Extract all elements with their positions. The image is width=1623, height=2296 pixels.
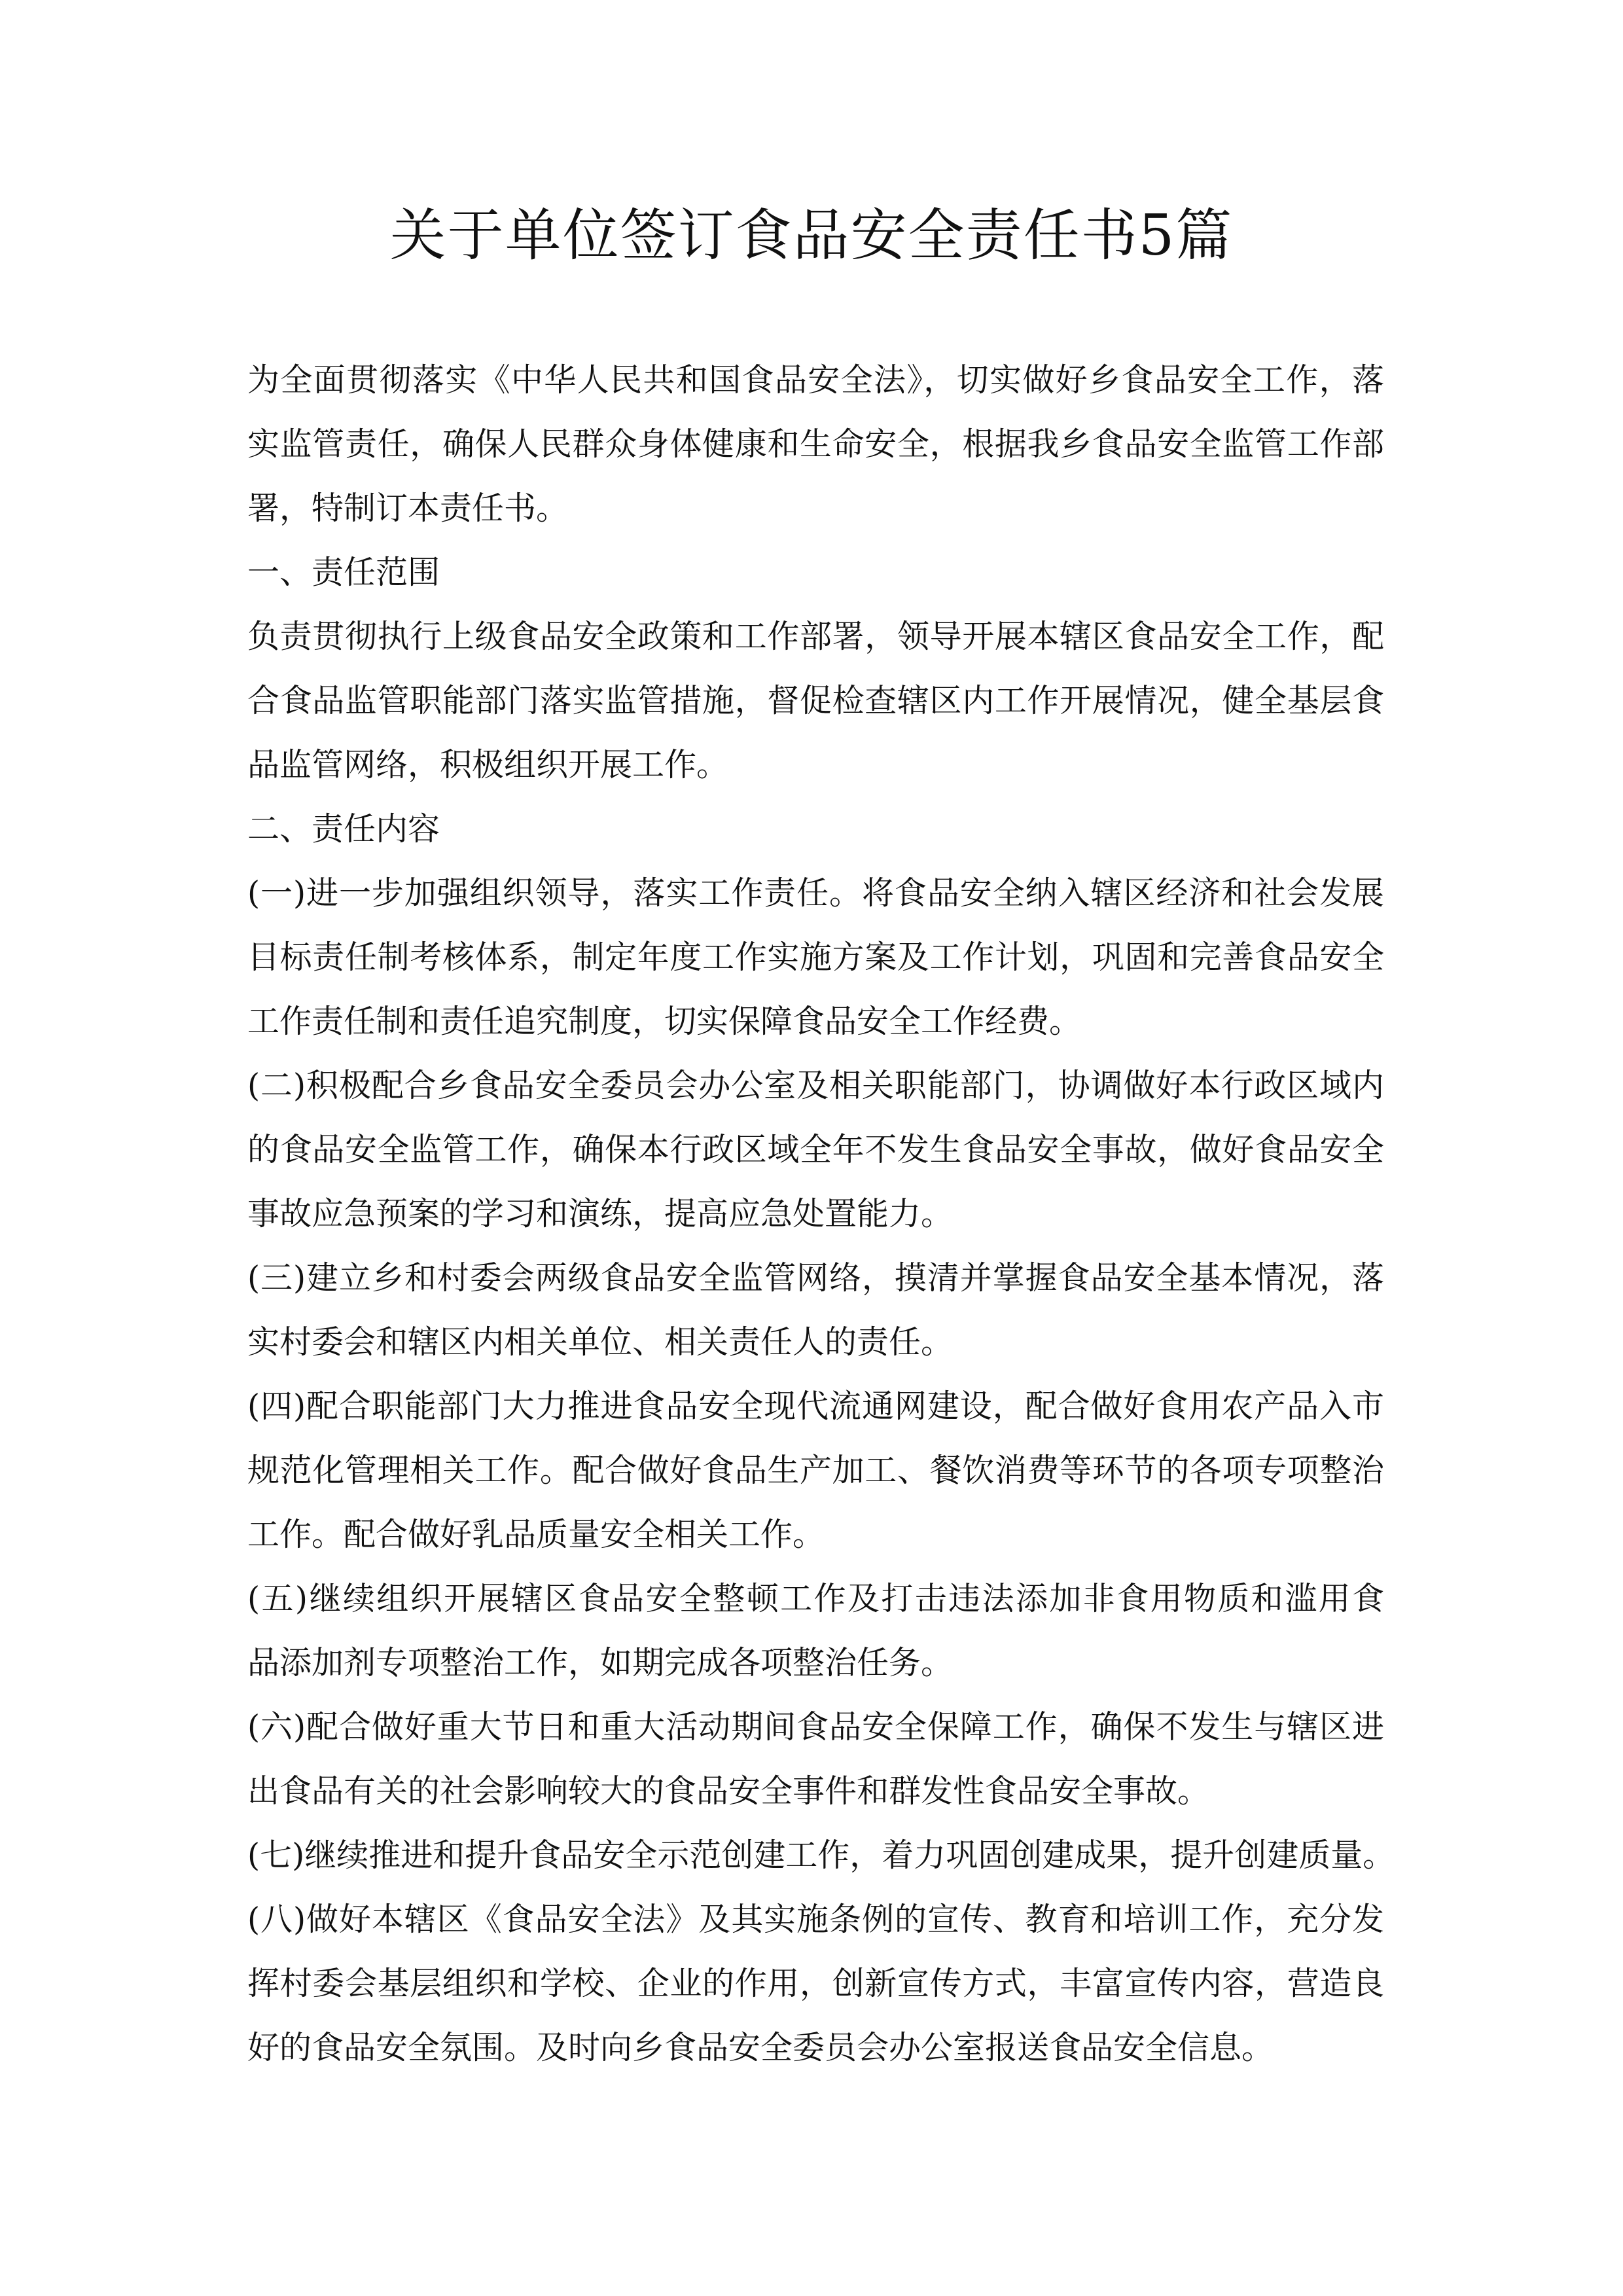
document-body [247, 348, 1395, 2080]
text-line: (六)配合做好重大节日和重大活动期间食品安全保障工作，确保不发生与辖区进 [247, 1708, 1384, 1746]
text-line: 挥村委会基层组织和学校、企业的作用，创新宣传方式，丰富宣传内容，营造良 [247, 1965, 1384, 2002]
text-line: 工作。配合做好乳品质量安全相关工作。 [247, 1516, 825, 1553]
text-line: 好的食品安全氛围。及时向乡食品安全委员会办公室报送食品安全信息。 [247, 2029, 1274, 2066]
text-line: (八)做好本辖区《食品安全法》及其实施条例的宣传、教育和培训工作，充分发 [247, 1901, 1384, 1938]
text-line: 事故应急预案的学习和演练，提高应急处置能力。 [247, 1195, 954, 1232]
text-line: (二)积极配合乡食品安全委员会办公室及相关职能部门，协调做好本行政区域内 [247, 1067, 1384, 1104]
text-line: 目标责任制考核体系，制定年度工作实施方案及工作计划，巩固和完善食品安全 [247, 939, 1384, 976]
text-line: 规范化管理相关工作。配合做好食品生产加工、餐饮消费等环节的各项专项整治 [247, 1452, 1384, 1489]
paragraph [247, 1374, 1384, 1567]
text-line: 负责贯彻执行上级食品安全政策和工作部署，领导开展本辖区食品安全工作，配 [247, 618, 1384, 655]
paragraph [247, 1695, 1384, 1823]
text-line: (四)配合职能部门大力推进食品安全现代流通网建设，配合做好食用农产品入市 [247, 1388, 1384, 1425]
text-line: 实监管责任，确保人民群众身体健康和生命安全，根据我乡食品安全监管工作部 [247, 425, 1384, 463]
text-line: 合食品监管职能部门落实监管措施，督促检查辖区内工作开展情况，健全基层食 [247, 682, 1384, 719]
paragraph [247, 797, 1384, 861]
paragraph [247, 605, 1384, 797]
document-title: 关于单位签订食品安全责任书5篇 [389, 203, 1234, 268]
text-line: 二、责任内容 [247, 810, 440, 848]
text-line: (五)继续组织开展辖区食品安全整顿工作及打击违法添加非食用物质和滥用食 [247, 1580, 1384, 1617]
paragraph [247, 1246, 1384, 1374]
text-line: 品添加剂专项整治工作，如期完成各项整治任务。 [247, 1644, 954, 1681]
text-line: 工作责任制和责任追究制度，切实保障食品安全工作经费。 [247, 1003, 1082, 1040]
paragraph [247, 1567, 1384, 1695]
paragraph [247, 541, 1384, 605]
text-line: (三)建立乡和村委会两级食品安全监管网络，摸清并掌握食品安全基本情况，落 [247, 1259, 1384, 1297]
text-line: 一、责任范围 [247, 554, 440, 591]
paragraph [247, 861, 1384, 1054]
paragraph [247, 348, 1384, 541]
text-line: (一)进一步加强组织领导，落实工作责任。将食品安全纳入辖区经济和社会发展 [247, 874, 1384, 912]
text-line: 出食品有关的社会影响较大的食品安全事件和群发性食品安全事故。 [247, 1772, 1210, 1810]
text-line: 的食品安全监管工作，确保本行政区域全年不发生食品安全事故，做好食品安全 [247, 1131, 1384, 1168]
text-line: 实村委会和辖区内相关单位、相关责任人的责任。 [247, 1323, 954, 1361]
text-line: 品监管网络，积极组织开展工作。 [247, 746, 729, 783]
text-line: 署，特制订本责任书。 [247, 490, 569, 527]
text-line: (七)继续推进和提升食品安全示范创建工作，着力巩固创建成果，提升创建质量。 [247, 1837, 1395, 1874]
text-line: 为全面贯彻落实《中华人民共和国食品安全法》，切实做好乡食品安全工作，落 [247, 361, 1384, 399]
paragraph [247, 1054, 1384, 1246]
paragraph [247, 1823, 1395, 1888]
paragraph [247, 1888, 1384, 2080]
